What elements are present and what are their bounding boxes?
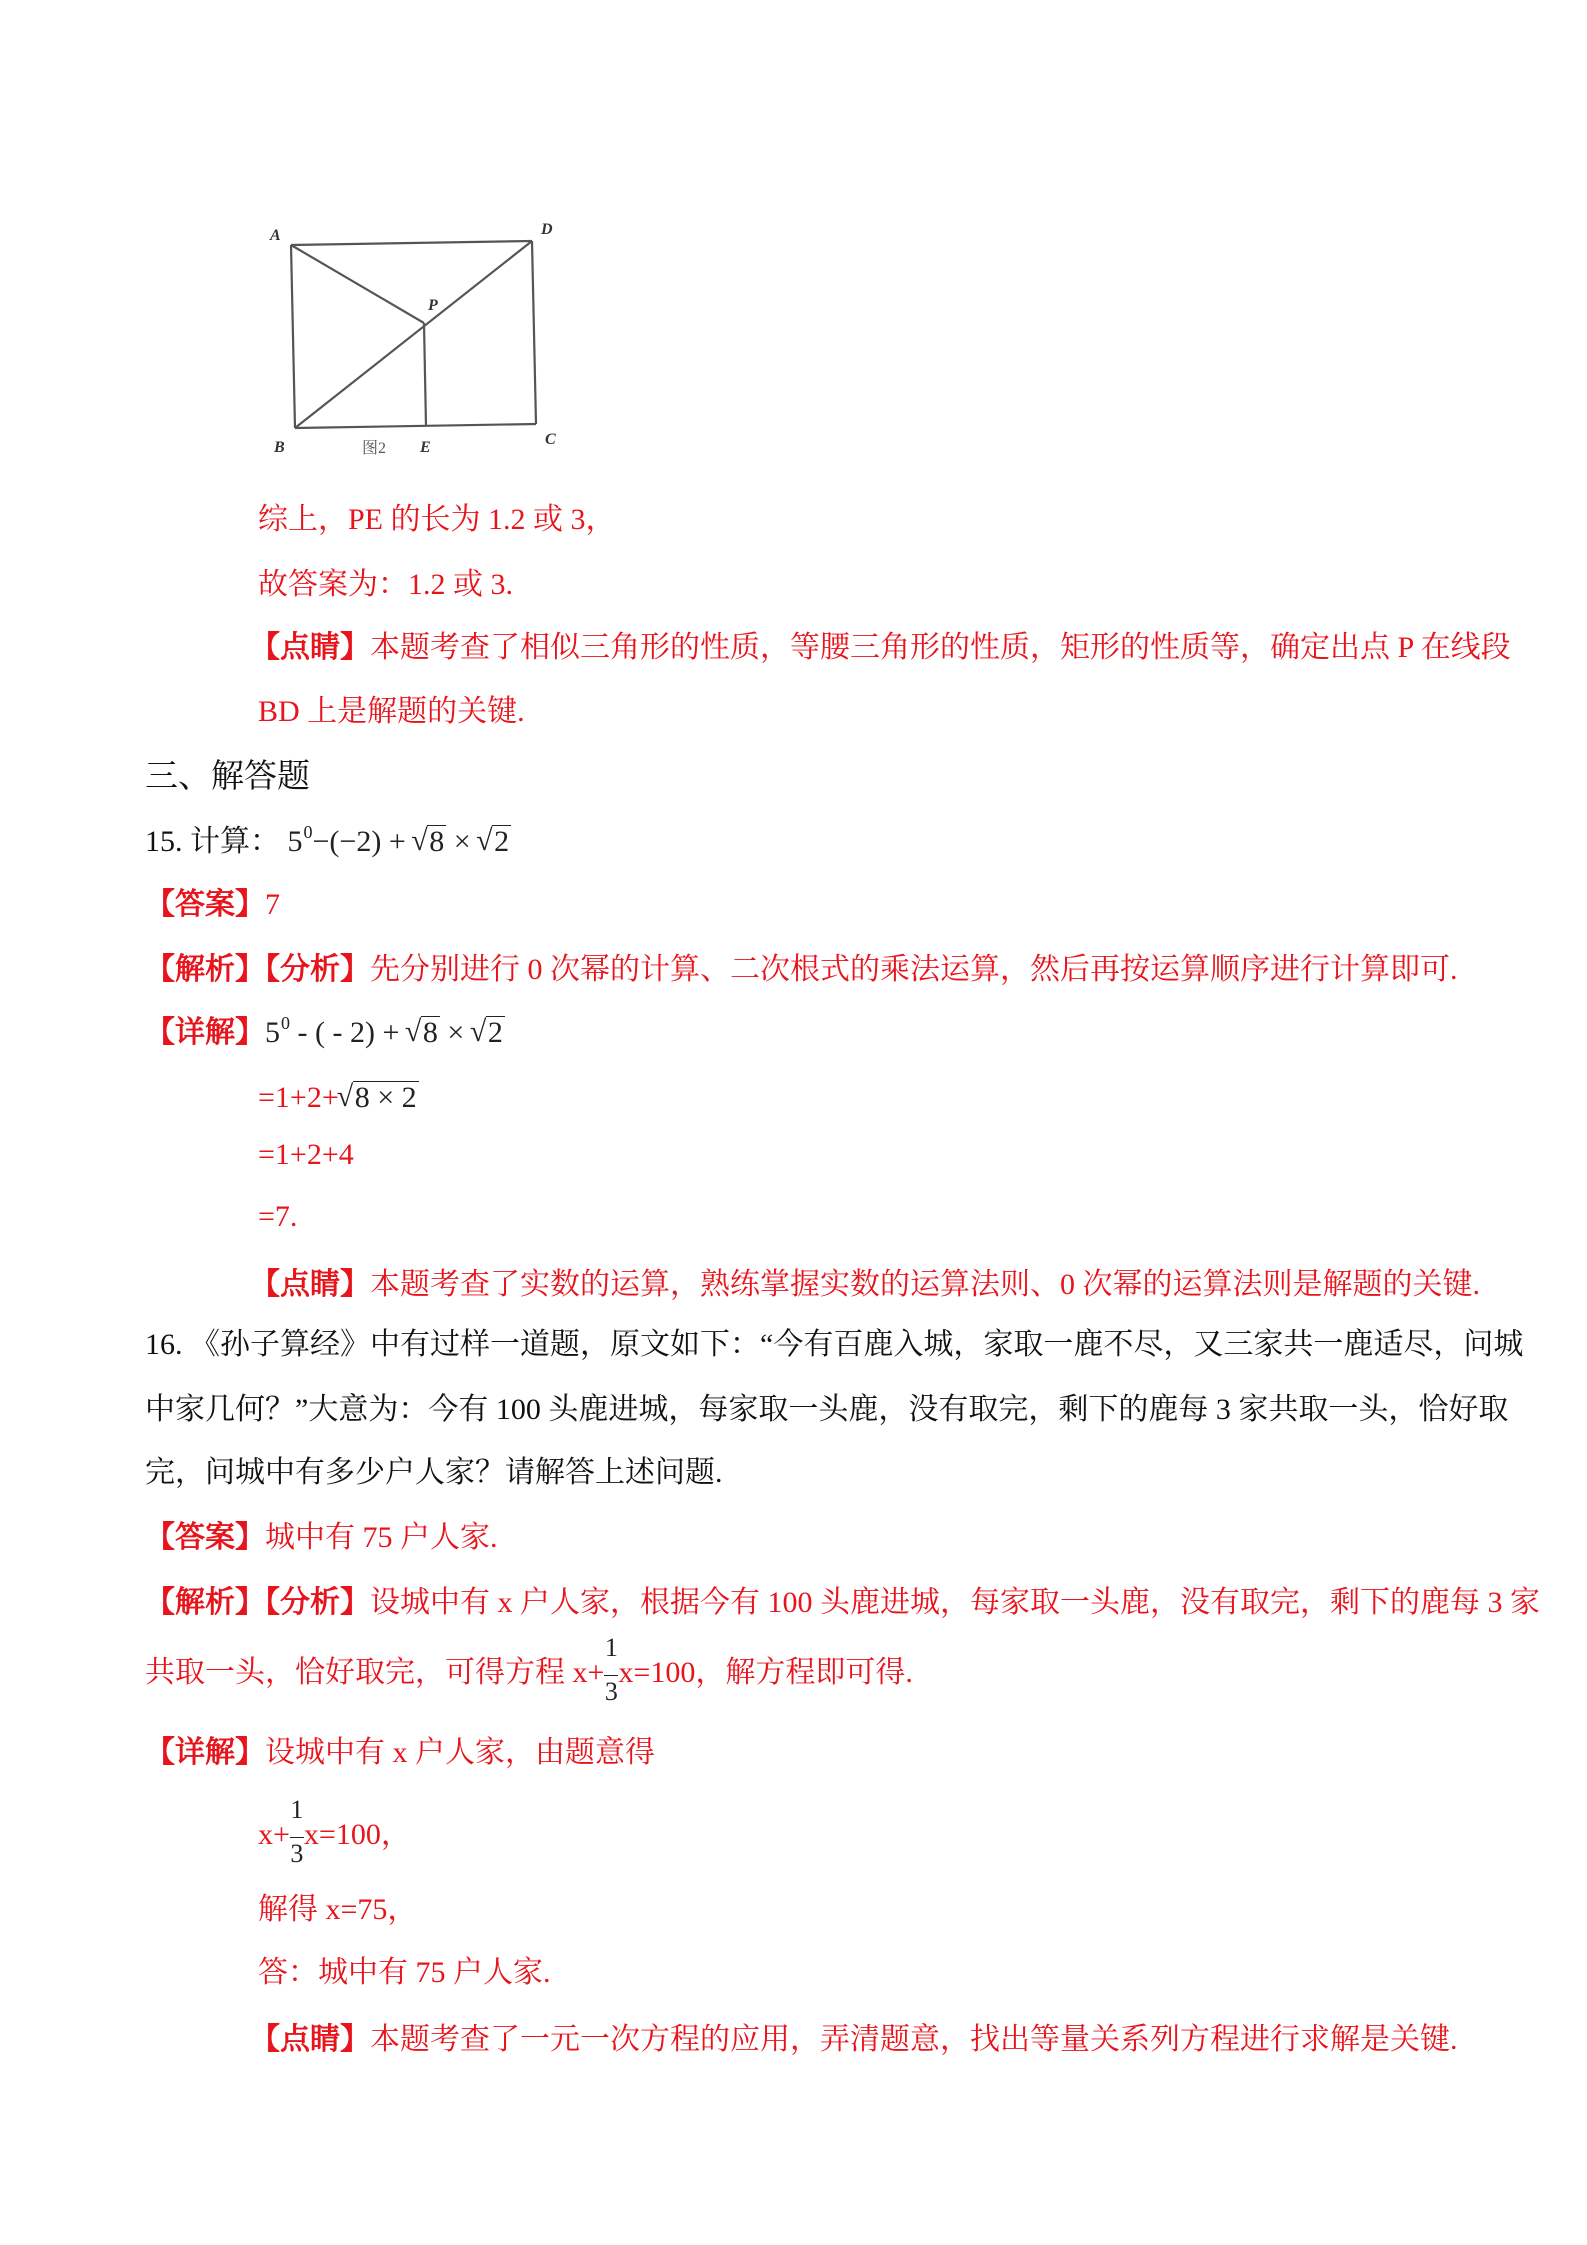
answer-tag: 【答案】 [145,888,265,921]
sqrt-symbol: √ 8 [407,1013,440,1053]
q16-answer: 【答案】城中有 75 户人家. [145,1521,498,1554]
svg-text:B: B [274,439,285,456]
q15-step-2: =1+2+4 [258,1138,354,1171]
q16-prompt-line-2: 中家几何？”大意为：今有 100 头鹿进城，每家取一头鹿，没有取完，剩下的鹿每 3 家共取一头，恰好取 [145,1393,1509,1426]
answer-tag: 【答案】 [145,1521,265,1554]
dianjing-tag: 【点睛】 [250,631,370,664]
fraction: $\frac{1}{3}$ [604,1633,618,1707]
q15-detail [145,1013,505,1056]
sqrt-symbol: √ 2 [472,1013,505,1053]
fraction: $\frac{1}{3}$ [290,1795,304,1869]
q15-detail-expression: $5^0$ - ( - 2) + √ 8 × √ 2 [265,1016,505,1049]
q15-step-1: =1+2+ √ 8 × 2 [258,1078,419,1118]
q15-analysis: 【解析】【分析】先分别进行 0 次幂的计算、二次根式的乘法运算，然后再按运算顺序进行计算即可. [145,953,1458,986]
q16-reply: 答：城中有 75 户人家. [258,1956,551,1989]
section-title: 三、解答题 [145,759,310,795]
q15-answer: 【答案】7 [145,888,280,921]
q16-prompt-line-3: 完，问城中有多少户人家？请解答上述问题. [145,1456,723,1489]
sqrt-symbol: √ 8 × 2 [339,1078,419,1118]
rectangle-diagram [262,212,582,462]
detail-tag: 【详解】 [145,1736,265,1769]
q15-prompt [145,822,511,865]
svg-text:E: E [420,439,431,456]
q16-number: 16. [145,1328,183,1361]
svg-text:D: D [541,221,553,238]
q16-solve: 解得 x=75， [258,1893,418,1926]
dianjing-line-2: BD 上是解题的关键. [258,695,525,728]
q16-prompt-line-1: 16. 《孙子算经》中有过样一道题，原文如下：“今有百鹿入城，家取一鹿不尽，又三家共一鹿适尽，问城 [145,1328,1524,1361]
svg-text:A: A [270,227,281,244]
analysis-tag: 【解析】【分析】 [145,1586,370,1619]
q16-detail: 【详解】设城中有 x 户人家，由题意得 [145,1736,655,1769]
dianjing-tag: 【点睛】 [250,1268,370,1301]
sqrt-symbol: √ 8 [413,822,446,862]
analysis-tag: 【解析】【分析】 [145,953,370,986]
q15-prompt-label: 计算： [190,825,280,858]
q16-dianjing: 【点睛】本题考查了一元一次方程的应用，弄清题意，找出等量关系列方程进行求解是关键. [250,2023,1458,2056]
q15-expression: $5^0-(-2)$ + √ 8 × √ 2 [288,825,512,858]
q15-number: 15. [145,825,183,858]
dianjing-tag: 【点睛】 [250,2023,370,2056]
q16-equation: x+ $\frac{1}{3}$ x=100， [258,1795,411,1869]
q15-step-3: =7. [258,1200,298,1233]
conclusion-text: 综上，PE 的长为 1.2 或 3， [258,503,616,536]
detail-tag: 【详解】 [145,1016,265,1049]
q15-dianjing: 【点睛】本题考查了实数的运算，熟练掌握实数的运算法则、0 次幂的运算法则是解题的关键. [250,1268,1480,1301]
figure-caption: 图2 [362,440,387,457]
geometry-figure [262,212,582,462]
svg-text:C: C [545,431,556,448]
dianjing-text: 本题考查了相似三角形的性质，等腰三角形的性质，矩形的性质等，确定出点 P 在线段 [370,631,1511,664]
answer-text: 故答案为：1.2 或 3. [258,568,513,601]
svg-text:P: P [428,297,438,314]
q16-analysis-line-1: 【解析】【分析】设城中有 x 户人家，根据今有 100 头鹿进城，每家取一头鹿，没有取完，剩下的鹿每 3 家 [145,1586,1540,1619]
dianjing-line-1 [250,628,1511,668]
sqrt-symbol: √ 2 [478,822,511,862]
q16-analysis-line-2: 共取一头，恰好取完，可得方程 x+ $\frac{1}{3}$ x=100，解方程即可得. [145,1633,913,1707]
